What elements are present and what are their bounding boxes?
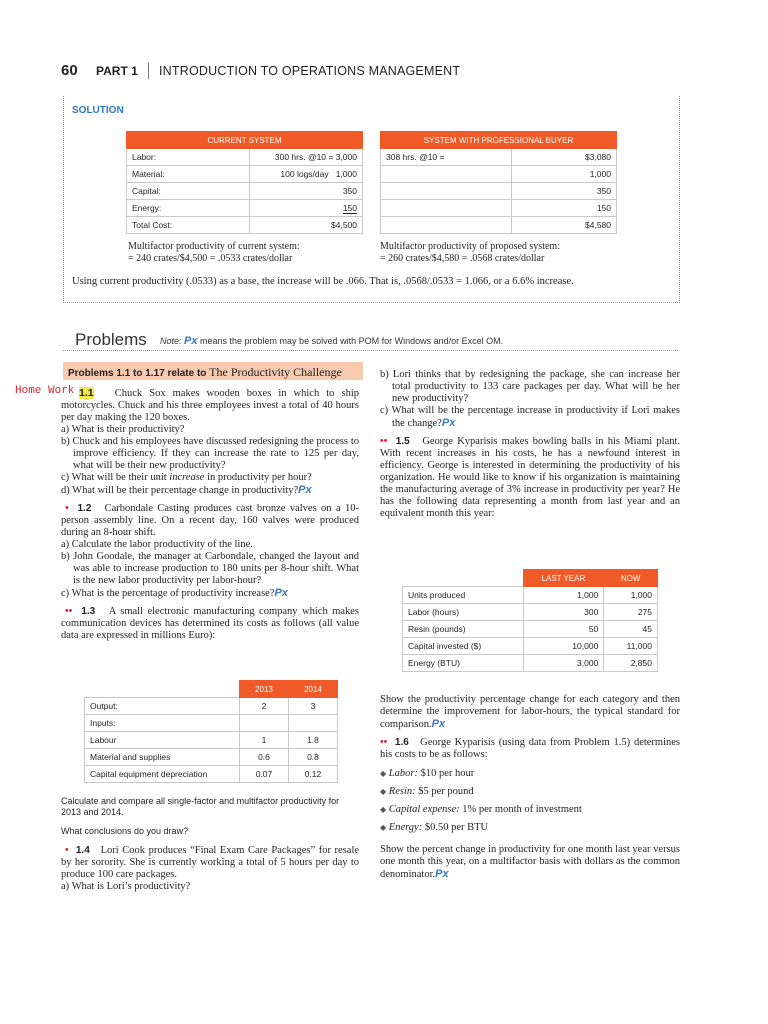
table-cell: Labor (hours) xyxy=(403,604,524,621)
table-cell: 50 xyxy=(523,621,604,638)
table-cell: Resin (pounds) xyxy=(403,621,524,638)
px-icon: Px xyxy=(298,484,312,496)
item-label: Capital expense: xyxy=(388,804,460,815)
item-text: $0.50 per BTU xyxy=(424,822,489,833)
text-run: c) What will be the percentage increase in productivity if Lori makes the change? xyxy=(380,405,680,429)
table-cell xyxy=(250,200,363,217)
table-cell: 1,000 xyxy=(512,166,617,183)
problem-number: 1.1 xyxy=(79,387,94,399)
table-cell xyxy=(381,166,512,183)
current-note-1: Multifactor productivity of current system: xyxy=(128,241,300,252)
px-icon: Px xyxy=(184,335,198,347)
part-label: PART 1 xyxy=(96,64,138,78)
list-item xyxy=(380,804,680,816)
table-row xyxy=(381,149,617,166)
problem-part: a) Calculate the labor productivity of the line. xyxy=(61,539,253,550)
table-row xyxy=(85,698,338,715)
item-label: Labor: xyxy=(388,768,418,779)
table-cell: Inputs: xyxy=(85,715,240,732)
table-cell: 308 hrs. @10 = xyxy=(381,149,512,166)
cell-part: 100 logs/day xyxy=(280,169,329,179)
table-row xyxy=(381,183,617,200)
table-row xyxy=(381,217,617,234)
table-cell xyxy=(381,200,512,217)
problem-1-2 xyxy=(61,503,359,539)
problem-1-3-table xyxy=(84,680,338,783)
table-cell: Material: xyxy=(127,166,250,183)
table-cell xyxy=(289,715,338,732)
problem-1-5 xyxy=(380,436,680,520)
table-row xyxy=(85,749,338,766)
px-icon: Px xyxy=(441,417,456,429)
problem-number: 1.2 xyxy=(77,503,92,514)
problem-part: a) What is their productivity? xyxy=(61,424,185,435)
problem-1-6 xyxy=(380,737,680,761)
table-cell xyxy=(240,715,289,732)
table-cell: 2,850 xyxy=(604,655,658,672)
table-row xyxy=(403,621,658,638)
table-cell: 150 xyxy=(512,200,617,217)
table-cell: Capital equipment depreciation xyxy=(85,766,240,783)
table-row xyxy=(127,183,363,200)
table-cell: Energy: xyxy=(127,200,250,217)
px-icon: Px xyxy=(274,587,288,599)
item-text: $10 per hour xyxy=(420,768,475,779)
table-row xyxy=(381,166,617,183)
problem-text: Lori Cook produces “Final Exam Care Packages” for resale by her sorority. She is currently working a total of 5 hours per day to produce 100 care packages. xyxy=(61,845,360,880)
difficulty-dots: • xyxy=(65,845,69,856)
text-run: Show the productivity percentage change for each category and then determine the improvement for labor-hours, the typical standard for comparison. xyxy=(380,694,680,730)
table-header xyxy=(403,570,524,587)
text-run: Show the percent change in productivity for one month last year versus one month this year, on a multifactor basis with dollars as the common denominator. xyxy=(380,844,680,880)
table-cell: 1.8 xyxy=(289,732,338,749)
list-item xyxy=(380,786,680,798)
text-run: c) What is the percentage of productivity increase? xyxy=(61,588,275,599)
px-icon: Px xyxy=(435,868,449,880)
right-column-bottom xyxy=(380,694,680,881)
table-row xyxy=(403,655,658,672)
table-cell: 1,000 xyxy=(604,587,658,604)
problem-number: 1.5 xyxy=(395,436,410,447)
problem-1-3 xyxy=(61,606,359,642)
problem-number: 1.4 xyxy=(75,845,90,856)
note-text: means the problem may be solved with POM for Windows and/or Excel OM. xyxy=(200,336,504,346)
band-part-b: The Productivity Challenge xyxy=(209,365,342,379)
item-text: $5 per pound xyxy=(418,786,474,797)
problem-part xyxy=(61,472,359,484)
table-row xyxy=(403,587,658,604)
difficulty-dots: •• xyxy=(380,737,388,748)
current-note-2: = 240 crates/$4,500 = .0533 crates/dollar xyxy=(128,253,293,264)
table-row xyxy=(127,166,363,183)
table-header xyxy=(85,681,240,698)
problem-1-5-after xyxy=(380,694,680,731)
table-row xyxy=(403,604,658,621)
problem-part: a) What is Lori’s productivity? xyxy=(61,881,191,892)
table-cell: 0.12 xyxy=(289,766,338,783)
table-cell: $4,580 xyxy=(512,217,617,234)
difficulty-dots: • xyxy=(65,503,69,514)
cost-list xyxy=(380,768,680,834)
problem-part xyxy=(61,587,359,600)
bullet-icon: ◆ xyxy=(380,787,387,796)
table-cell: 1 xyxy=(240,732,289,749)
problems-note xyxy=(160,335,503,347)
table-cell: 2 xyxy=(240,698,289,715)
note-label: Note: xyxy=(160,336,182,346)
table-cell: 300 xyxy=(523,604,604,621)
cell-part: 1,000 xyxy=(335,169,357,179)
table-cell: 0.8 xyxy=(289,749,338,766)
table-cell: $4,500 xyxy=(250,217,363,234)
problem-number: 1.6 xyxy=(394,737,409,748)
table-row xyxy=(85,715,338,732)
problem-text: Carbondale Casting produces cast bronze valves on a 10-person assembly line. On a recent day, 160 valves were produced during an 8-hour shift. xyxy=(61,503,360,538)
problem-text: Chuck Sox makes wooden boxes in which to ship motorcycles. Chuck and his three employees invest a total of 40 hours per day making the 120 boxes. xyxy=(61,388,359,423)
right-column xyxy=(380,369,680,520)
table-cell: Units produced xyxy=(403,587,524,604)
table-row xyxy=(127,200,363,217)
table-cell xyxy=(381,183,512,200)
text-run: in productivity per hour? xyxy=(207,472,312,483)
table-cell: Material and supplies xyxy=(85,749,240,766)
text-run: increase xyxy=(169,472,205,483)
table-row xyxy=(85,766,338,783)
table-cell: 350 xyxy=(250,183,363,200)
px-icon: Px xyxy=(431,718,446,730)
table-cell: $3,080 xyxy=(512,149,617,166)
list-item xyxy=(380,768,680,780)
table-cell: 275 xyxy=(604,604,658,621)
proposed-system-title: SYSTEM WITH PROFESSIONAL BUYER xyxy=(381,132,617,149)
problem-text: A small electronic manufacturing company which makes communication devices has determined its costs as follows (all value data are expressed in millions Euro): xyxy=(61,606,360,641)
table-row xyxy=(381,200,617,217)
table-cell: 10,000 xyxy=(523,638,604,655)
problem-part xyxy=(61,484,359,497)
text-run: d) What will be their percentage change in productivity? xyxy=(61,485,299,496)
table-header: LAST YEAR xyxy=(523,570,604,587)
table-row xyxy=(127,217,363,234)
problem-1-5-table xyxy=(402,569,658,672)
problem-1-4 xyxy=(61,845,359,881)
proposed-note-1: Multifactor productivity of proposed system: xyxy=(380,241,560,252)
problem-1-3-question-1: Calculate and compare all single-factor and multifactor productivity for 2013 and 2014. xyxy=(61,796,340,817)
table-cell: 1,000 xyxy=(523,587,604,604)
table-cell: Capital invested ($) xyxy=(403,638,524,655)
table-cell: 0.6 xyxy=(240,749,289,766)
problem-part: b) Chuck and his employees have discussed redesigning the process to improve efficiency. If they can increase the rate to 125 per day, what will be their new productivity? xyxy=(61,436,359,471)
solution-label: SOLUTION xyxy=(72,105,124,116)
item-text: 1% per month of investment xyxy=(462,804,582,815)
table-cell: 45 xyxy=(604,621,658,638)
table-cell: Energy (BTU) xyxy=(403,655,524,672)
bullet-icon: ◆ xyxy=(380,769,387,778)
problem-number: 1.3 xyxy=(81,606,96,617)
table-cell: 11,000 xyxy=(604,638,658,655)
header-divider xyxy=(148,63,149,79)
bullet-icon: ◆ xyxy=(380,805,387,814)
problems-divider xyxy=(63,350,678,351)
problem-part: b) Lori thinks that by redesigning the package, she can increase her total productivity to 133 care packages per day. What will be her new productivity? xyxy=(380,369,680,404)
left-column xyxy=(61,387,359,642)
solution-conclusion: Using current productivity (.0533) as a base, the increase will be .066. That is, .0568/.0533 = 1.066, or a 6.6% increase. xyxy=(72,276,574,287)
table-cell: 300 hrs. @10 = 3,000 xyxy=(250,149,363,166)
table-cell: Capital: xyxy=(127,183,250,200)
bullet-icon: ◆ xyxy=(380,823,387,832)
table-cell xyxy=(250,166,363,183)
cell-part: 150 xyxy=(342,203,357,213)
difficulty-dots: •• xyxy=(65,606,73,617)
item-label: Energy: xyxy=(388,822,423,833)
table-cell: 3,000 xyxy=(523,655,604,672)
table-row xyxy=(85,732,338,749)
problem-part: b) John Goodale, the manager at Carbondale, changed the layout and was able to increase production to 180 units per 8-hour shift. What is the new labor productivity per labor-hour? xyxy=(61,551,359,586)
page-number: 60 xyxy=(61,62,78,79)
current-system-table xyxy=(126,131,363,234)
table-cell: Labour xyxy=(85,732,240,749)
band-part-a: Problems 1.1 to 1.17 relate to xyxy=(68,368,207,379)
problem-1-6-after xyxy=(380,844,680,881)
problem-part xyxy=(380,405,680,430)
table-cell: Labor: xyxy=(127,149,250,166)
problem-text: George Kyparisis (using data from Problem 1.5) determines his costs to be as follows: xyxy=(380,737,681,760)
item-label: Resin: xyxy=(388,786,416,797)
problem-text: George Kyparisis makes bowling balls in his Miami plant. With recent increases in his costs, he has a newfound interest in efficiency. George is interested in determining the productivity of his organization. He would like to know if his organization is maintaining the manufacturing average of 3% increase in productivity per year? He has the following data representing a month from last year and an equivalent month this year: xyxy=(380,436,681,519)
table-row xyxy=(127,149,363,166)
difficulty-dots: •• xyxy=(380,436,388,447)
section-band-text xyxy=(68,365,342,380)
proposed-note-2: = 260 crates/$4,580 = .0568 crates/dollar xyxy=(380,253,545,264)
table-cell: 350 xyxy=(512,183,617,200)
table-cell xyxy=(381,217,512,234)
problem-1-1 xyxy=(61,387,359,424)
table-header: 2014 xyxy=(289,681,338,698)
table-cell: 3 xyxy=(289,698,338,715)
proposed-system-table xyxy=(380,131,617,234)
homework-annotation: Home Work xyxy=(15,385,75,397)
table-cell: Total Cost: xyxy=(127,217,250,234)
table-cell: 0.07 xyxy=(240,766,289,783)
problems-heading: Problems xyxy=(75,330,147,349)
chapter-title: INTRODUCTION TO OPERATIONS MANAGEMENT xyxy=(159,64,461,78)
table-cell: Output: xyxy=(85,698,240,715)
table-row xyxy=(403,638,658,655)
table-header: 2013 xyxy=(240,681,289,698)
left-column-bottom xyxy=(61,845,359,893)
text-run: c) What will be their unit xyxy=(61,472,167,483)
problem-1-3-question-2: What conclusions do you draw? xyxy=(61,826,189,836)
list-item xyxy=(380,822,680,834)
current-system-title: CURRENT SYSTEM xyxy=(127,132,363,149)
table-header: NOW xyxy=(604,570,658,587)
